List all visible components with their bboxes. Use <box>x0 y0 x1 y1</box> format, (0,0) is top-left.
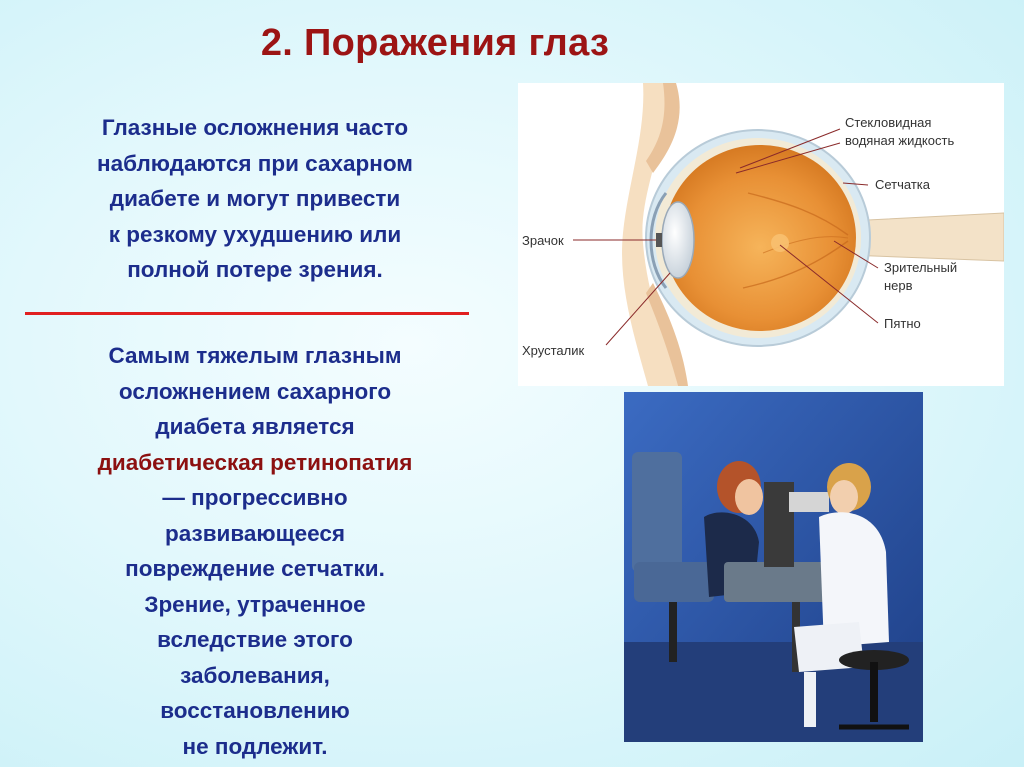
intro-paragraph <box>20 110 490 288</box>
body-line: диабета является <box>155 414 355 439</box>
body-line: — прогрессивно <box>162 485 348 510</box>
slide-title: 2. Поражения глаз <box>260 22 610 64</box>
label-retina: Сетчатка <box>875 177 931 192</box>
eye-exam-photo <box>624 392 923 742</box>
intro-line: наблюдаются при сахарном <box>97 150 413 176</box>
label-spot: Пятно <box>884 316 921 331</box>
lens <box>662 202 694 278</box>
label-pupil: Зрачок <box>522 233 564 248</box>
label-optic-nerve-2: нерв <box>884 278 913 293</box>
exam-chair <box>632 452 682 572</box>
body-line: восстановлению <box>160 698 350 723</box>
highlight-term: диабетическая ретинопатия <box>97 449 413 475</box>
label-vitreous-2: водяная жидкость <box>845 133 955 148</box>
body-line: Зрение, утраченное <box>144 591 366 617</box>
body-line: осложнением сахарного <box>118 378 392 404</box>
body-line: заболевания, <box>180 662 330 688</box>
body-line: повреждение сетчатки. <box>125 556 385 581</box>
section-divider <box>25 312 469 315</box>
body-line: вследствие этого <box>157 627 353 652</box>
label-optic-nerve: Зрительный <box>884 260 958 275</box>
body-line: не подлежит. <box>182 733 328 759</box>
eye-anatomy-diagram <box>518 83 1004 386</box>
intro-line: полной потере зрения. <box>127 257 383 282</box>
retinopathy-paragraph <box>20 338 490 764</box>
label-lens: Хрусталик <box>522 343 585 358</box>
body-line: Самым тяжелым глазным <box>108 343 402 368</box>
label-vitreous: Стекловидная <box>845 115 932 130</box>
intro-line: диабете и могут привести <box>109 186 401 211</box>
body-line: развивающееся <box>165 520 345 546</box>
intro-line: к резкому ухудшению или <box>108 221 402 247</box>
intro-line: Глазные осложнения часто <box>101 115 409 140</box>
